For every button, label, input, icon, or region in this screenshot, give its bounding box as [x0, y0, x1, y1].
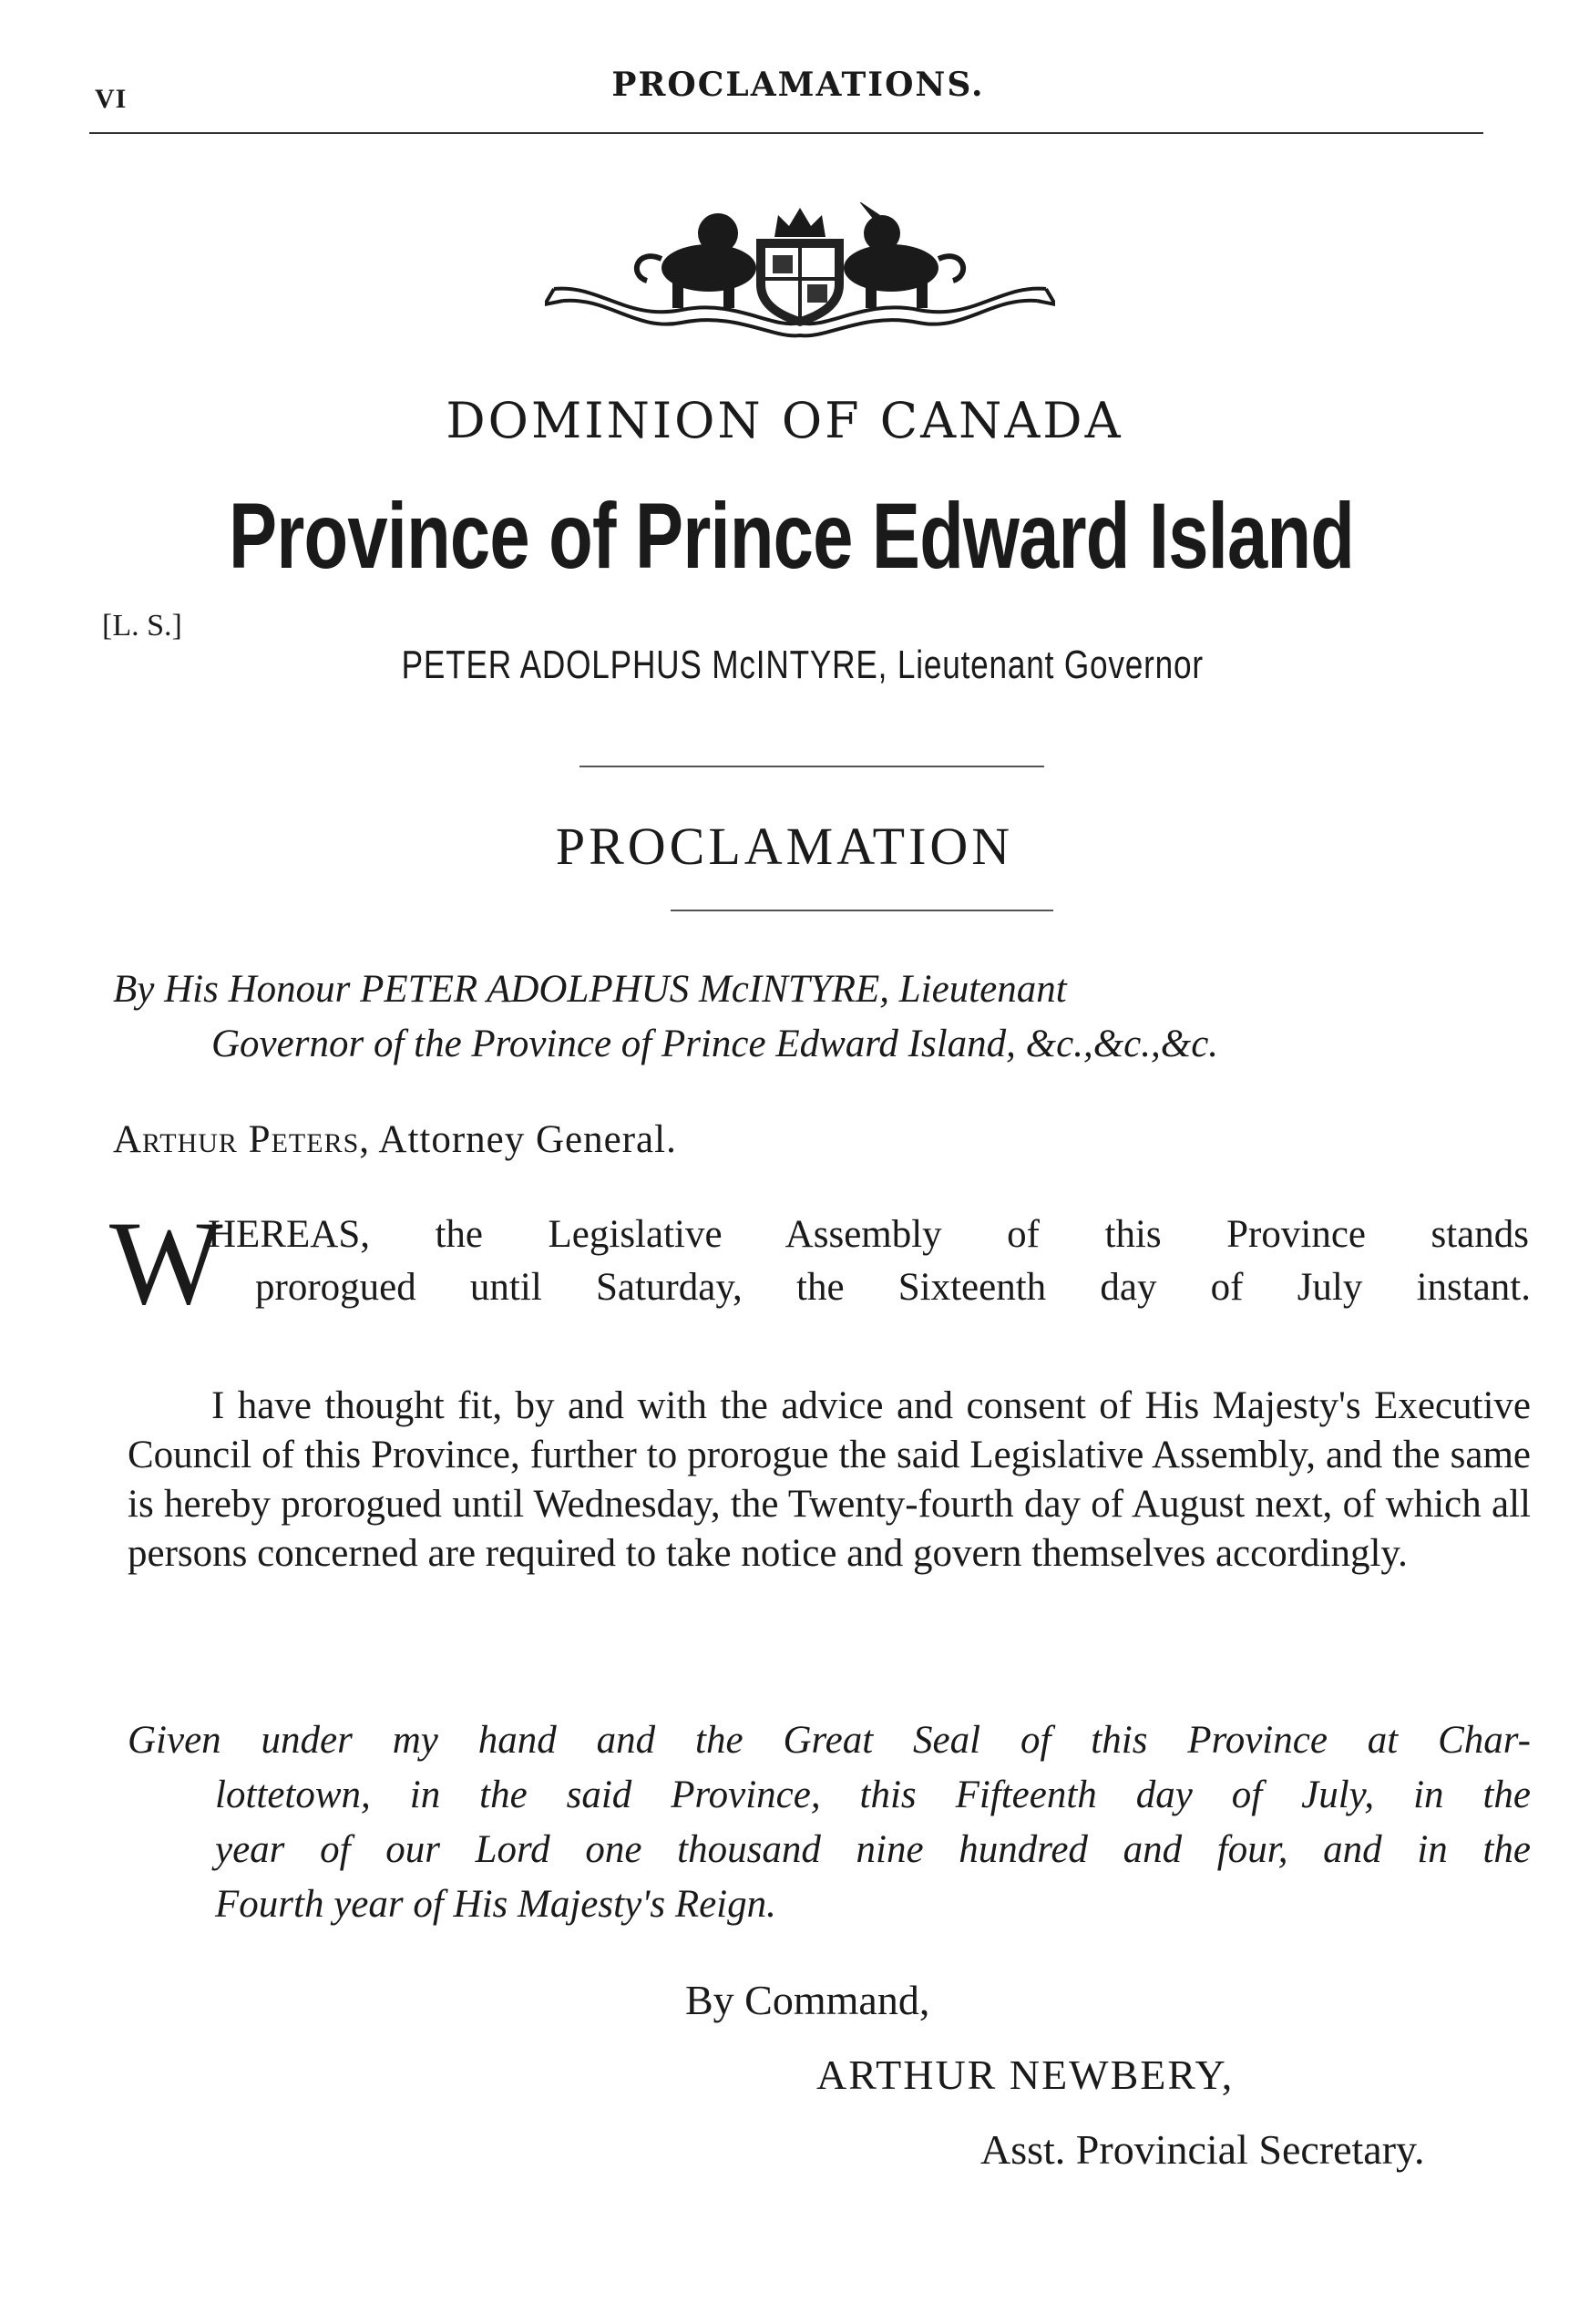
given-line-1: Given under my hand and the Great Seal of this Province at Char-	[128, 1719, 1531, 1762]
preamble-line-2: Governor of the Province of Prince Edward Island, &c.,&c.,&c.	[211, 1023, 1219, 1065]
attorney-line	[113, 1117, 677, 1162]
given-line-2: lottetown, in the said Province, this Fifteenth day of July, in the	[215, 1774, 1531, 1816]
by-command: By Command,	[685, 1977, 930, 2023]
signer-name: ARTHUR NEWBERY,	[816, 2051, 1235, 2098]
attorney-title: Attorney General.	[378, 1118, 677, 1161]
attorney-name: Arthur Peters,	[113, 1118, 371, 1161]
body-paragraph: I have thought fit, by and with the advice and consent of His Majesty's Executive Council of this Province, further to prorogue the said Legislative Assembly, and the same is hereby prorogued until Wednesday, the Twenty-fourth day of August next, of which all persons concerned are required to take notice and govern themselves accordingly.	[128, 1384, 1531, 1575]
dominion-heading: DOMINION OF CANADA	[446, 392, 1123, 449]
whereas-line-1: HEREAS, the Legislative Assembly of this Province stands	[208, 1213, 1529, 1256]
proclamation-title: PROCLAMATION	[555, 817, 1014, 876]
shield-icon	[756, 239, 844, 326]
divider-rule	[579, 766, 1044, 767]
royal-coat-of-arms-icon	[545, 202, 1055, 339]
preamble-line-1: By His Honour PETER ADOLPHUS McINTYRE, Lieutenant	[113, 968, 1067, 1011]
divider-rule	[671, 910, 1053, 911]
header-rule	[89, 132, 1483, 134]
seal-mark: [L. S.]	[102, 609, 182, 643]
province-heading: Province of Prince Edward Island	[229, 484, 1355, 588]
given-block	[215, 1768, 1531, 1932]
whereas-line-2: prorogued until Saturday, the Sixteenth day of July instant.	[255, 1266, 1531, 1309]
page-number: VI	[95, 84, 128, 114]
signer-title: Asst. Provincial Secretary.	[980, 2126, 1425, 2173]
given-line-4: Fourth year of His Majesty's Reign.	[215, 1883, 776, 1926]
running-head: PROCLAMATIONS.	[611, 66, 985, 104]
given-line-3: year of our Lord one thousand nine hundred and four, and in the	[215, 1828, 1531, 1871]
drop-cap: W	[109, 1196, 223, 1330]
governor-line: PETER ADOLPHUS McINTYRE, Lieutenant Governor	[401, 643, 1204, 687]
